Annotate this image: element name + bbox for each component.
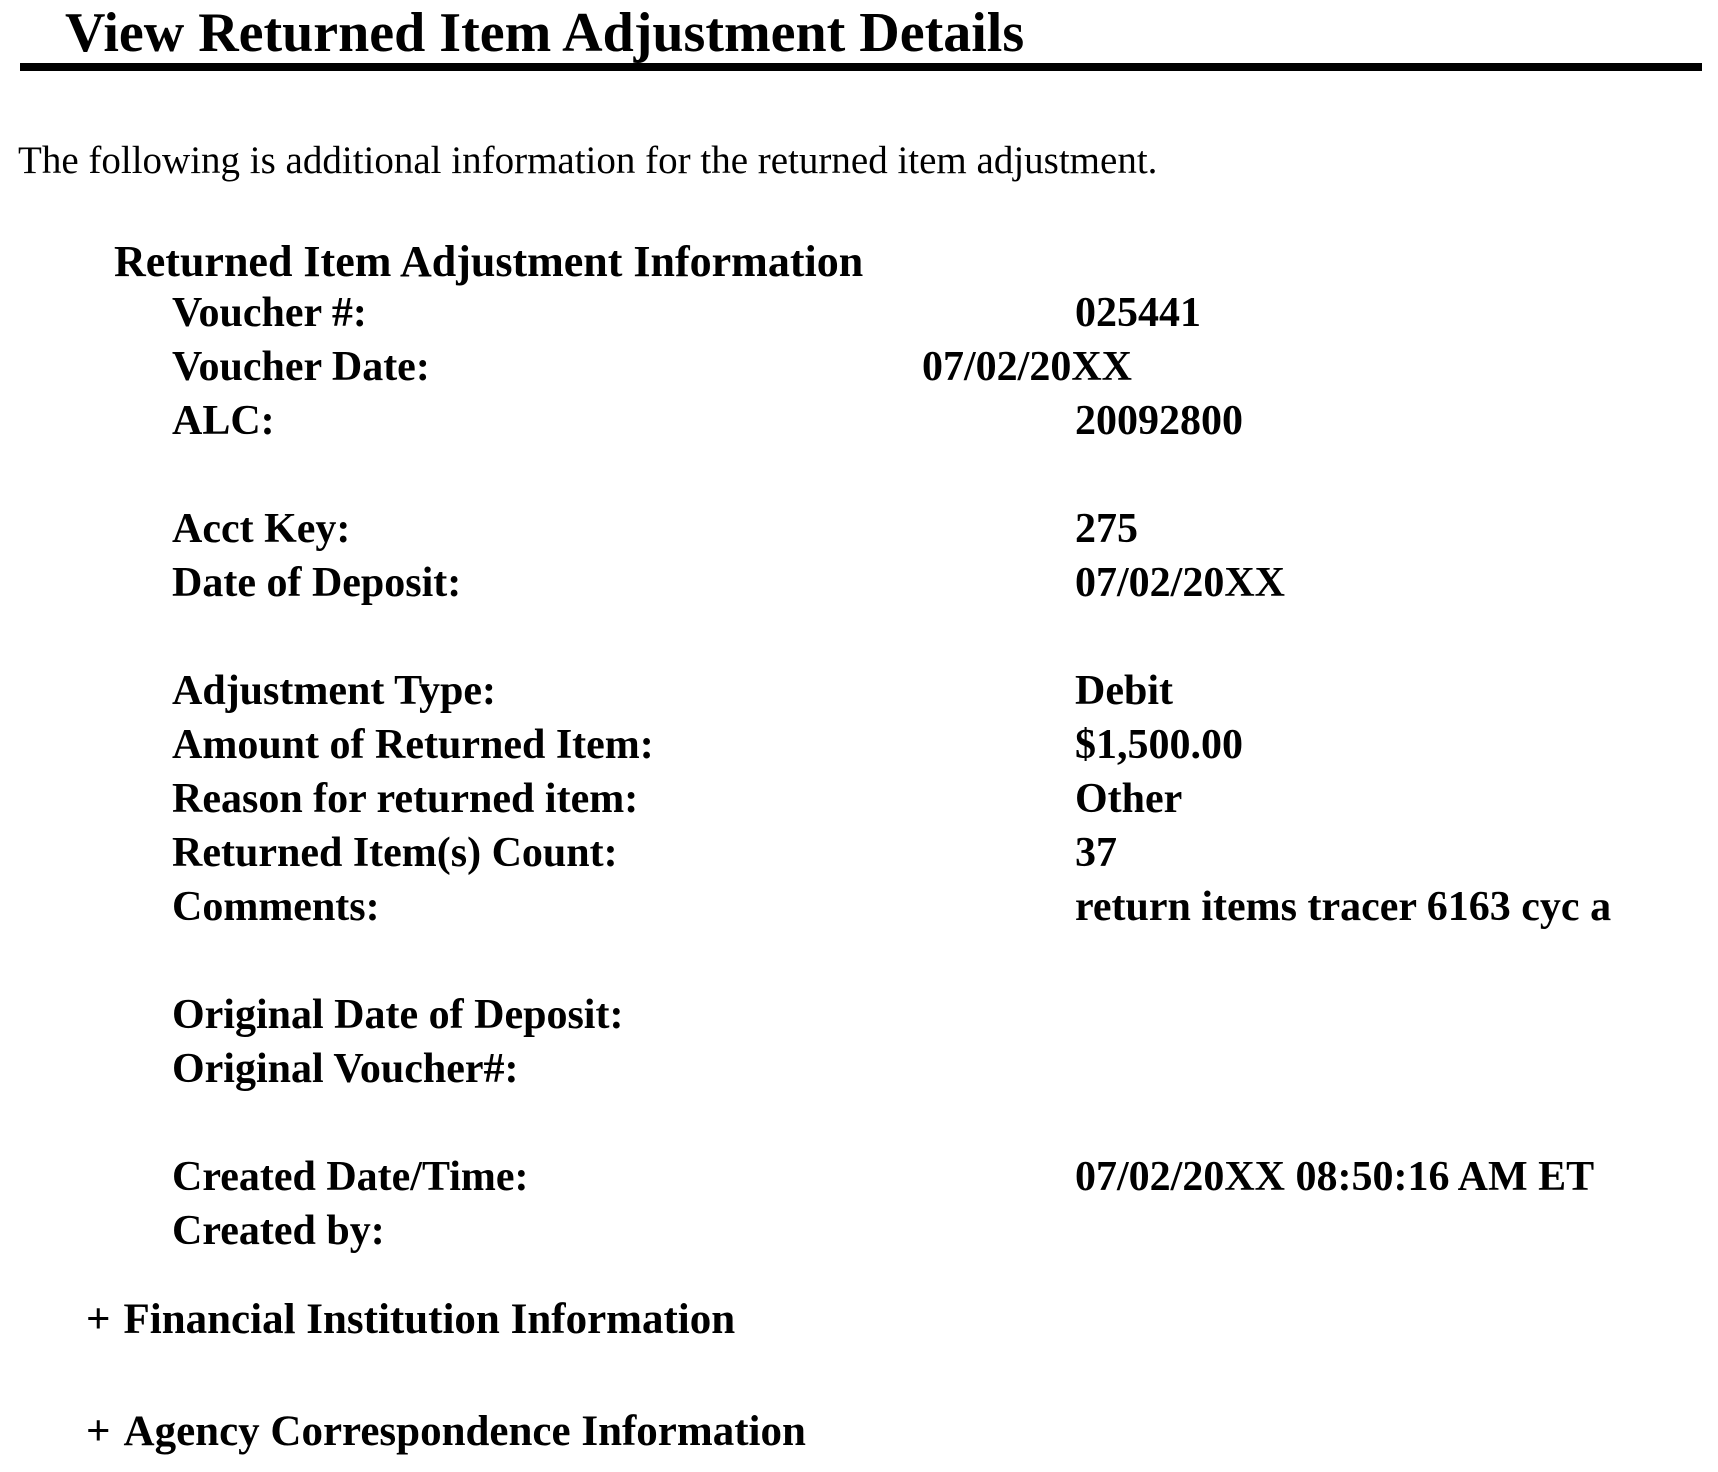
section-heading: Returned Item Adjustment Information	[114, 237, 864, 286]
voucher-number-label: Voucher #:	[172, 290, 367, 336]
row-original-date-of-deposit	[172, 988, 1718, 1042]
returned-items-count-value: 37	[1075, 830, 1117, 876]
date-of-deposit-value: 07/02/20XX	[1075, 560, 1285, 606]
financial-institution-section-toggle[interactable]	[86, 1293, 1718, 1347]
row-created-by	[172, 1204, 1718, 1258]
row-amount-of-returned-item	[172, 718, 1718, 772]
comments-label: Comments:	[172, 884, 380, 930]
created-by-label: Created by:	[172, 1208, 385, 1254]
row-alc	[172, 394, 1718, 448]
row-comments	[172, 880, 1718, 934]
title-block	[20, 0, 1702, 71]
comments-value: return items tracer 6163 cyc a	[1075, 884, 1612, 930]
acct-key-value: 275	[1075, 506, 1138, 552]
expand-plus-icon[interactable]: +	[86, 1296, 111, 1343]
original-voucher-number-label: Original Voucher#:	[172, 1046, 519, 1092]
row-date-of-deposit	[172, 556, 1718, 610]
voucher-date-value: 07/02/20XX	[922, 344, 1132, 390]
intro-text: The following is additional information for the returned item adjustment.	[18, 139, 1158, 182]
alc-value: 20092800	[1075, 398, 1243, 444]
financial-institution-section-label[interactable]: Financial Institution Information	[123, 1296, 736, 1343]
created-datetime-value: 07/02/20XX 08:50:16 AM ET	[1075, 1154, 1595, 1200]
voucher-date-label: Voucher Date:	[172, 344, 430, 390]
date-of-deposit-label: Date of Deposit:	[172, 560, 462, 606]
reason-for-returned-item-value: Other	[1075, 776, 1183, 822]
returned-items-count-label: Returned Item(s) Count:	[172, 830, 618, 876]
alc-label: ALC:	[172, 398, 275, 444]
field-group-created	[172, 1150, 1718, 1258]
row-created-datetime	[172, 1150, 1718, 1204]
reason-for-returned-item-label: Reason for returned item:	[172, 776, 639, 822]
amount-of-returned-item-value: $1,500.00	[1075, 722, 1243, 768]
field-group-adjustment	[172, 664, 1718, 934]
agency-correspondence-section-toggle[interactable]	[86, 1405, 1718, 1459]
page-title: View Returned Item Adjustment Details	[65, 2, 1025, 64]
original-date-of-deposit-label: Original Date of Deposit:	[172, 992, 624, 1038]
agency-correspondence-section-label[interactable]: Agency Correspondence Information	[123, 1408, 806, 1455]
row-acct-key	[172, 502, 1718, 556]
field-group-voucher	[172, 286, 1718, 448]
acct-key-label: Acct Key:	[172, 506, 351, 552]
adjustment-type-value: Debit	[1075, 668, 1173, 714]
adjustment-type-label: Adjustment Type:	[172, 668, 496, 714]
created-datetime-label: Created Date/Time:	[172, 1154, 529, 1200]
voucher-number-value: 025441	[1075, 290, 1201, 336]
row-returned-items-count	[172, 826, 1718, 880]
row-voucher-number	[172, 286, 1718, 340]
field-rows	[172, 286, 1718, 1258]
row-voucher-date	[172, 340, 1718, 394]
expand-plus-icon[interactable]: +	[86, 1408, 111, 1455]
amount-of-returned-item-label: Amount of Returned Item:	[172, 722, 654, 768]
returned-item-adjustment-information-section	[0, 237, 1718, 1258]
field-group-original	[172, 988, 1718, 1096]
row-reason-for-returned-item	[172, 772, 1718, 826]
field-group-deposit	[172, 502, 1718, 610]
row-adjustment-type	[172, 664, 1718, 718]
row-original-voucher-number	[172, 1042, 1718, 1096]
